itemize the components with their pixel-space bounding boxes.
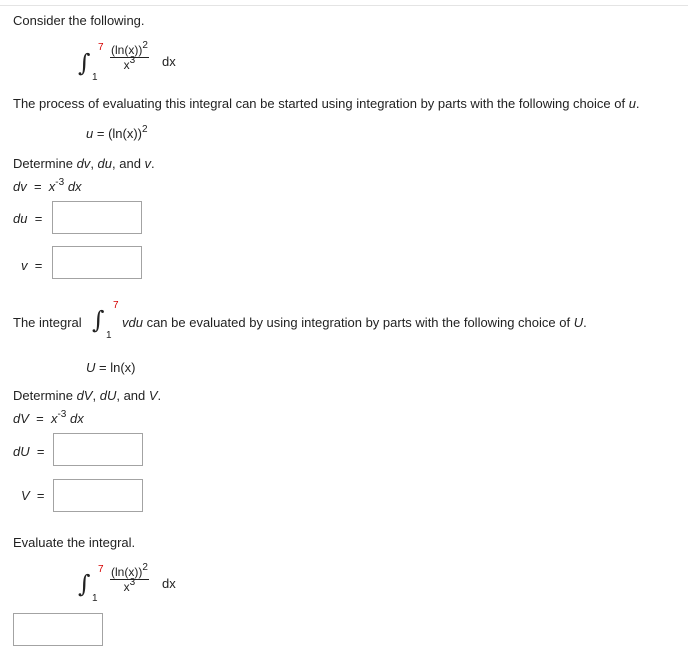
- V-label: V =: [21, 488, 45, 503]
- differential-3: dx: [162, 576, 176, 591]
- v-label: v =: [21, 258, 43, 273]
- determine-text-1: Determine dv, du, and v.: [13, 156, 155, 171]
- integral-sign: ∫: [78, 49, 91, 77]
- dU-label: dU =: [13, 444, 45, 459]
- numerator: $(\ln(x))^2$: [111, 40, 148, 57]
- U-choice: U = ln(x): [86, 360, 136, 375]
- lower-limit-3: 1: [92, 593, 98, 604]
- lower-limit-2: 1: [106, 330, 112, 341]
- du-label: du =: [13, 211, 43, 226]
- dV-line: dV = $x^{-3}$ dx: [13, 408, 84, 426]
- upper-limit-2: 7: [113, 300, 119, 311]
- answer-input[interactable]: [13, 613, 103, 646]
- integral-sign-3: ∫: [78, 570, 91, 598]
- denominator-3: $x^3$: [123, 577, 136, 594]
- dv-line: dv = $x^{-3}$ dx: [13, 176, 82, 194]
- upper-limit-3: 7: [98, 564, 104, 575]
- integral-vdu-text: vdu can be evaluated by using integration by parts with the following choice of U.: [122, 315, 587, 330]
- dU-input[interactable]: [53, 433, 143, 466]
- upper-limit: 7: [98, 42, 104, 53]
- integrand-fraction-3: [110, 562, 149, 594]
- integral-sign-2: ∫: [92, 306, 105, 334]
- determine-text-2: Determine dV, dU, and V.: [13, 388, 162, 403]
- numerator-3: $(\ln(x))^2$: [111, 562, 148, 579]
- denominator: $x^3$: [123, 55, 136, 72]
- V-input[interactable]: [53, 479, 143, 512]
- top-divider: [0, 5, 688, 6]
- v-input[interactable]: [52, 246, 142, 279]
- lower-limit: 1: [92, 72, 98, 83]
- u-choice: $u = (\ln(x))^2$: [86, 123, 148, 141]
- evaluate-text: Evaluate the integral.: [13, 535, 136, 550]
- differential: dx: [162, 54, 176, 69]
- du-input[interactable]: [52, 201, 142, 234]
- integrand-fraction: [110, 40, 149, 72]
- process-text: The process of evaluating this integral can be started using integration by parts with the following choice of u.: [13, 96, 640, 111]
- integral-vdu-prefix: The integral: [13, 315, 82, 330]
- intro-text: Consider the following.: [13, 13, 145, 28]
